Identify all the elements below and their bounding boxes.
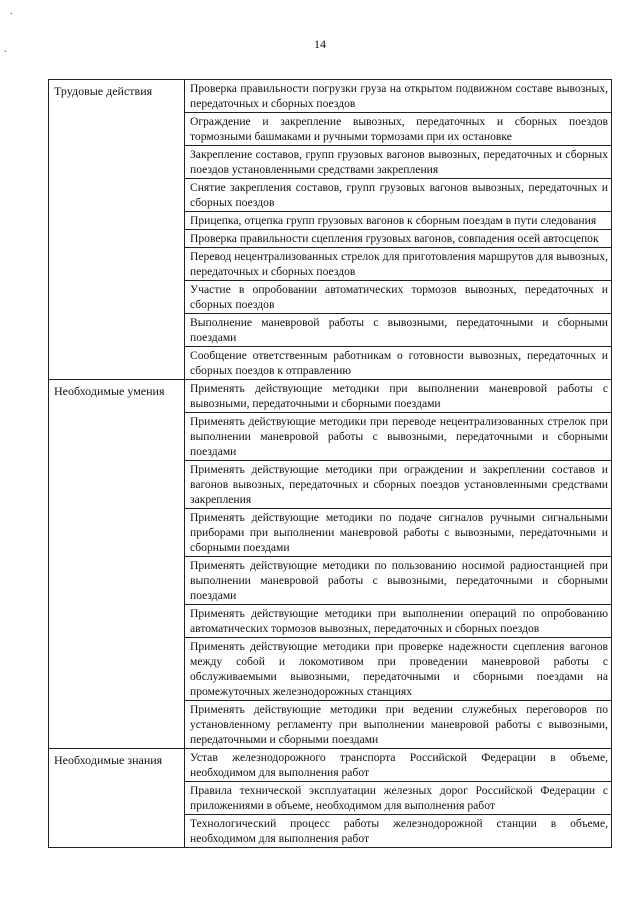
- table-cell: Применять действующие методики при выполнении операций по опробованию автоматических тормозов вывозных, передаточных и сборных поездов: [185, 605, 611, 638]
- table-cell: Участие в опробовании автоматических тормозов вывозных, передаточных и сборных поездов: [185, 281, 611, 314]
- table-cell: Применять действующие методики при ограждении и закреплении составов и вагонов вывозных, передаточных и сборных поездов установленными средствами закрепления: [185, 461, 611, 509]
- table-cell: Применять действующие методики при выполнении маневровой работы с вывозными, передаточными и сборными поездами: [185, 380, 611, 413]
- table-cell: Технологический процесс работы железнодорожной станции в объеме, необходимом для выполнения работ: [190, 817, 608, 845]
- table-cell: Снятие закрепления составов, групп грузовых вагонов вывозных, передаточных и сборных поездов: [185, 179, 611, 212]
- table-cell: Применять действующие методики при проверке надежности сцепления вагонов между собой и локомотивом при проведении маневровой работы с обслуживаемыми вывозными, передаточными и сборными поездами на промежуточных железнодорожных станциях: [185, 638, 611, 701]
- section-label: Трудовые действия: [49, 80, 185, 380]
- scan-mark: .: [10, 6, 13, 17]
- table-cell: Выполнение маневровой работы с вывозными, передаточными и сборными поездами: [185, 314, 611, 347]
- table-cell: Проверка правильности сцепления грузовых вагонов, совпадения осей автосцепок: [185, 230, 611, 248]
- section-items: [185, 80, 612, 380]
- table-cell: Проверка правильности погрузки груза на открытом подвижном составе вывозных, передаточных и сборных поездов: [185, 80, 611, 113]
- table-cell: Применять действующие методики по пользованию носимой радиостанцией при выполнении маневровой работы с вывозными, передаточными и сборными поездами: [185, 557, 611, 605]
- table-cell: Применять действующие методики при ведении служебных переговоров по установленному регламенту при выполнении маневровой работы с вывозными, передаточными и сборными поездами: [190, 703, 608, 746]
- table-cell: Прицепка, отцепка групп грузовых вагонов к сборным поездам в пути следования: [185, 212, 611, 230]
- scan-mark: .: [4, 44, 7, 55]
- section-items: [185, 380, 612, 749]
- table-cell: Применять действующие методики при переводе нецентрализованных стрелок при выполнении маневровой работы с вывозными, передаточными и сборными поездами: [185, 413, 611, 461]
- section-label: Необходимые умения: [49, 380, 185, 749]
- page-number: 14: [314, 37, 326, 51]
- section-label: Необходимые знания: [49, 749, 185, 848]
- section-row-labor-actions: [49, 80, 612, 380]
- section-items: [185, 749, 612, 848]
- section-row-required-skills: [49, 380, 612, 749]
- table-cell: Применять действующие методики по подаче сигналов ручными сигнальными приборами при выполнении маневровой работы с вывозными, передаточными и сборными поездами: [185, 509, 611, 557]
- table-cell: Закрепление составов, групп грузовых вагонов вывозных, передаточных и сборных поездов установленными средствами закрепления: [185, 146, 611, 179]
- competency-table: [48, 79, 612, 848]
- table-cell: Перевод нецентрализованных стрелок для приготовления маршрутов для вывозных, передаточных и сборных поездов: [185, 248, 611, 281]
- table-cell: Ограждение и закрепление вывозных, передаточных и сборных поездов тормозными башмаками и ручными тормозами при их остановке: [185, 113, 611, 146]
- table-cell: Сообщение ответственным работникам о готовности вывозных, передаточных и сборных поездов к отправлению: [190, 349, 608, 377]
- table-cell: Устав железнодорожного транспорта Российской Федерации в объеме, необходимом для выполнения работ: [185, 749, 611, 782]
- table-cell: Правила технической эксплуатации железных дорог Российской Федерации с приложениями в объеме, необходимом для выполнения работ: [185, 782, 611, 815]
- section-row-required-knowledge: [49, 749, 612, 848]
